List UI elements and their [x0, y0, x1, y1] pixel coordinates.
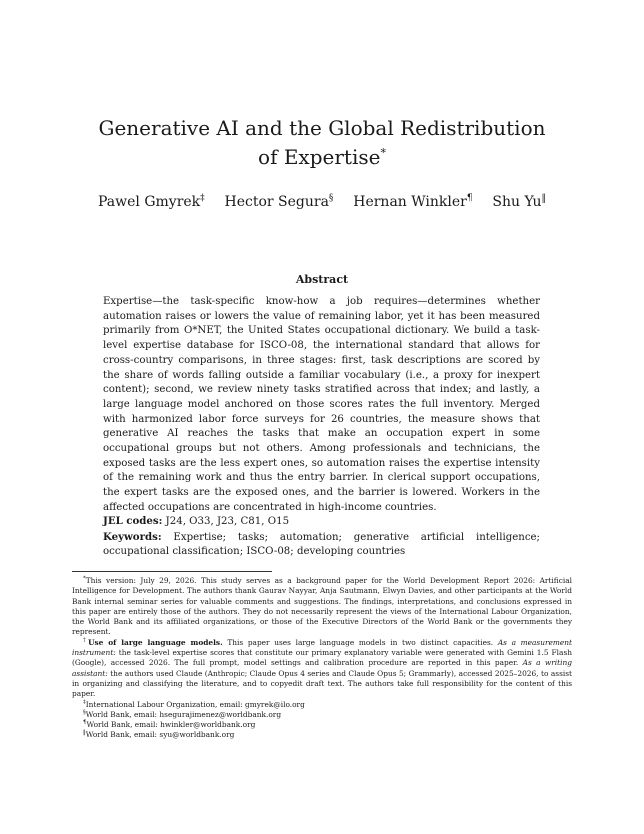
footnote-emphasis: As a writing assistant: — [72, 658, 572, 678]
footnote-mark: ‖ — [83, 729, 86, 736]
author-name: Hernan Winkler — [353, 194, 467, 210]
author-2 — [224, 194, 333, 210]
paper-title-text: Generative AI and the Global Redistribution of Expertise — [98, 116, 546, 169]
jel-keywords-block — [103, 514, 540, 560]
footnote-mark: ¶ — [83, 719, 87, 726]
footnote-mark: * — [83, 575, 86, 582]
footnotes — [72, 576, 572, 741]
jel-codes: J24, O33, J23, C81, O15 — [165, 516, 290, 527]
footnote-emphasis: As a measurement instrument: — [72, 637, 573, 658]
footnote-1 — [72, 576, 572, 638]
footnote-text: the task-level expertise scores that constitute our primary explanatory variable were generated with Gemini 1.5 Flash (Google), accessed 2026. The full prompt, model settings and calibration procedure are reported in this paper. — [72, 648, 572, 668]
author-name: Pawel Gmyrek — [98, 194, 201, 210]
footnote-5 — [72, 720, 572, 730]
title-footnote-mark[interactable]: * — [380, 146, 386, 160]
footnote-4 — [72, 710, 572, 720]
author-footnote-mark[interactable]: § — [328, 193, 334, 204]
footnote-text: This version: July 29, 2026. This study serves as a background paper for the World Development Report 2026: Artificial Intelligence for Development. The authors thank Gaurav Nayyar, Anja Sautmann, Elwyn Davies, and other participants at the World Bank internal seminar series for valuable comments and suggestions. The findings, interpretations, and conclusions expressed in this paper are entirely those of the authors. They do not necessarily represent the views of the International Labour Organization, the World Bank and its affiliated organizations, or those of the Executive Directors of the World Bank or the governments they represent. — [72, 576, 572, 637]
footnote-mark: † — [83, 637, 89, 644]
footnote-6 — [72, 730, 572, 740]
author-4 — [492, 194, 546, 210]
author-footnote-mark[interactable]: ‡ — [200, 193, 205, 204]
keywords-label: Keywords: — [103, 530, 162, 543]
footnote-mark: ‡ — [83, 699, 86, 706]
abstract-heading: Abstract — [295, 273, 349, 286]
keywords-text: Expertise; tasks; automation; generative artificial intelligence; occupational classification; ISCO-08; developing countries — [103, 531, 540, 557]
author-footnote-mark[interactable]: ‖ — [541, 193, 546, 204]
jel-codes-line — [103, 514, 540, 530]
footnote-lead: Use of large language models. — [88, 637, 223, 647]
footnote-text[interactable]: World Bank, email: hwinkler@worldbank.org — [86, 720, 256, 730]
author-list — [60, 194, 584, 210]
author-name: Shu Yu — [492, 194, 542, 210]
footnote-2 — [72, 638, 572, 700]
jel-label: JEL codes: — [103, 515, 163, 527]
footnote-3 — [72, 700, 572, 710]
footnote-text: the authors used Claude (Anthropic; Claude Opus 4 series and Claude Opus 5; Grammarly), accessed 2025–2026, to assist in organizing and classifying the literature, and to copyedit draft text. The authors take full responsibility for the content of this paper. — [72, 668, 572, 699]
author-3 — [353, 194, 472, 210]
abstract-text: Expertise—the task-specific know-how a job requires—determines whether automation raises or lowers the value of remaining labor, yet it has been measured primarily from O*NET, the United States occupational dictionary. We build a task-level expertise database for ISCO-08, the international standard that allows for cross-country comparisons, in three stages: first, task descriptions are scored by the share of words falling outside a familiar vocabulary (i.e., a proxy for inexpert content); second, we review ninety tasks stratified across that index; and lastly, a large language model anchored on those scores rates the full inventory. Merged with harmonized labor force surveys for 26 countries, the measure shows that generative AI reaches the tasks that make an occupation expert in some occupational groups but not others. Among professionals and technicians, the exposed tasks are the less expert ones, so automation raises the expertise intensity of the remaining work and thus the entry barrier. In clerical support occupations, the expert tasks are the exposed ones, and the barrier is lowered. Workers in the affected occupations are concentrated in high-income countries. — [103, 296, 540, 513]
paper-title — [90, 114, 554, 172]
footnote-mark: § — [83, 709, 86, 716]
keywords-line — [103, 530, 540, 560]
footnote-text: This paper uses large language models in two distinct capacities. — [222, 637, 498, 647]
author-1 — [98, 194, 205, 210]
footnote-text[interactable]: International Labour Organization, email: gmyrek@ilo.org — [85, 699, 305, 709]
footnote-text[interactable]: World Bank, email: hsegurajimenez@worldbank.org — [85, 709, 282, 719]
author-footnote-mark[interactable]: ¶ — [466, 193, 473, 204]
footnote-rule — [72, 571, 272, 572]
footnote-text[interactable]: World Bank, email: syu@worldbank.org — [85, 730, 235, 740]
author-name: Hector Segura — [224, 194, 329, 210]
